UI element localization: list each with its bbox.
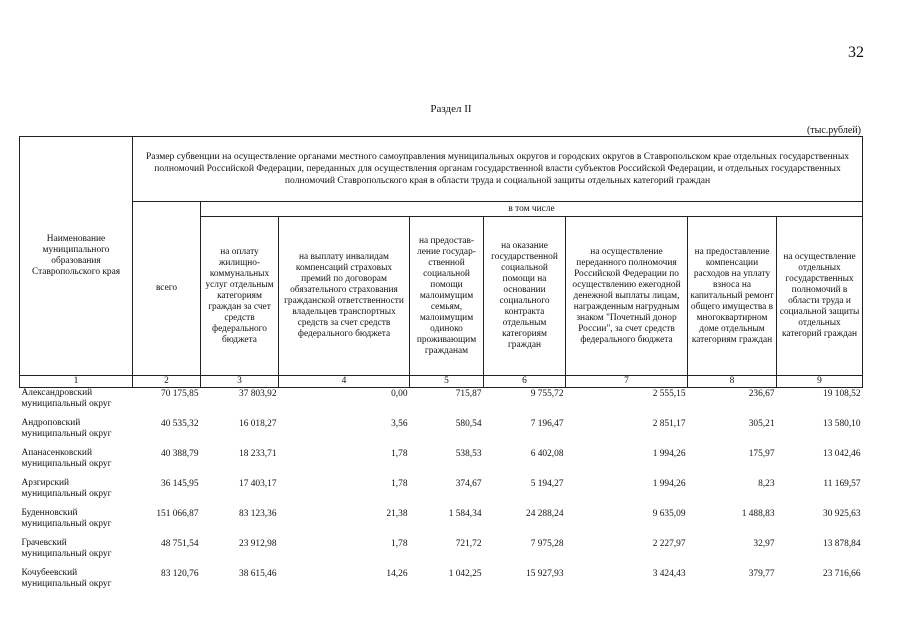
subsidy-table — [19, 136, 863, 598]
municipality-name: Буденновский муниципальный округ — [21, 508, 112, 529]
value-cell: 21,38 — [386, 509, 408, 519]
value-total: 40 535,32 — [161, 419, 199, 429]
value-cell: 30 925,63 — [823, 509, 861, 519]
value-cell: 19 108,52 — [823, 389, 861, 399]
value-cell: 9 755,72 — [530, 389, 564, 399]
value-cell: 1,78 — [391, 449, 408, 459]
table-row — [20, 418, 863, 448]
column-header-3: на оплату жилищно-коммунальных услуг отдельным категориям граждан за счет средств федерального бюджета — [201, 217, 279, 376]
value-cell: 721,72 — [455, 539, 482, 549]
value-cell: 538,53 — [455, 449, 482, 459]
value-total: 36 145,95 — [161, 479, 199, 489]
value-cell: 1 994,26 — [652, 479, 686, 489]
column-header-6: на оказание государственной социальной помощи на основании социального контракта отдельным категориям граждан — [484, 217, 566, 376]
value-cell: 13 580,10 — [823, 419, 861, 429]
column-number: 2 — [133, 376, 201, 388]
municipality-name: Андроповский муниципальный округ — [21, 418, 112, 439]
column-number: 6 — [484, 376, 566, 388]
value-cell: 83 123,36 — [239, 509, 277, 519]
value-cell: 2 227,97 — [652, 539, 686, 549]
value-cell: 0,00 — [391, 389, 408, 399]
value-cell: 305,21 — [748, 419, 775, 429]
value-total: 48 751,54 — [161, 539, 199, 549]
value-cell: 580,54 — [455, 419, 482, 429]
value-cell: 38 615,46 — [239, 569, 277, 579]
column-header-9: на осуществление отдельных государственных полномочий в области труда и социальной защиты отдельных категорий граждан — [777, 217, 863, 376]
value-cell: 1 584,34 — [448, 509, 482, 519]
value-cell: 13 878,84 — [823, 539, 861, 549]
value-cell: 8,23 — [758, 479, 775, 489]
section-title: Раздел II — [430, 103, 472, 115]
value-cell: 1 994,26 — [652, 449, 686, 459]
including-header: в том числе — [201, 202, 863, 217]
column-header-7: на осуществление переданного полномочия Российской Федерации по осуществлению ежегодной денежной выплаты лицам, награжденным нагрудным знаком "Почетный донор России", за счет средств федерального бюджета — [566, 217, 688, 376]
municipality-name: Арзгирский муниципальный округ — [21, 478, 112, 499]
value-cell: 17 403,17 — [239, 479, 277, 489]
value-cell: 14,26 — [386, 569, 408, 579]
column-number: 3 — [201, 376, 279, 388]
municipality-name: Кочубеевский муниципальный округ — [21, 568, 112, 589]
value-cell: 379,77 — [748, 569, 775, 579]
value-cell: 175,97 — [748, 449, 775, 459]
column-number: 1 — [20, 376, 133, 388]
column-number: 9 — [777, 376, 863, 388]
table-caption: Размер субвенции на осуществление органами местного самоуправления муниципальных округов и городских округов в Ставропольском крае отдельных государственных полномочий Российской Федерации, переданных для осуществления органам государственной власти субъектов Российской Федерации, и отдельных государственных полномочий Ставропольского края в области труда и социальной защиты отдельных категорий граждан — [133, 137, 863, 202]
value-cell: 18 233,71 — [239, 449, 277, 459]
value-cell: 2 851,17 — [652, 419, 686, 429]
column-header-5: на предостав-ление государ-ственной социальной помощи малоимущим семьям, малоимущим одиноко проживающим гражданам — [410, 217, 484, 376]
value-cell: 23 716,66 — [823, 569, 861, 579]
value-total: 40 388,79 — [161, 449, 199, 459]
value-cell: 3 424,43 — [652, 569, 686, 579]
table-row — [20, 448, 863, 478]
value-total: 83 120,76 — [161, 569, 199, 579]
value-cell: 7 975,28 — [530, 539, 564, 549]
value-cell: 374,67 — [455, 479, 482, 489]
value-cell: 13 042,46 — [823, 449, 861, 459]
value-cell: 236,67 — [748, 389, 775, 399]
value-cell: 32,97 — [753, 539, 775, 549]
municipality-name: Александровский муниципальный округ — [21, 388, 112, 409]
units-label: (тыс.рублей) — [806, 125, 861, 136]
value-cell: 6 402,08 — [530, 449, 564, 459]
table-row — [20, 478, 863, 508]
page-number: 32 — [848, 44, 864, 61]
column-header-8: на предоставление компенсации расходов на уплату взноса на капитальный ремонт общего имущества в многоквартирном доме отдельным категориям граждан — [688, 217, 777, 376]
value-cell: 1 042,25 — [448, 569, 482, 579]
value-cell: 15 927,93 — [526, 569, 564, 579]
value-total: 151 066,87 — [156, 509, 199, 519]
value-cell: 1 488,83 — [741, 509, 775, 519]
value-total: 70 175,85 — [161, 389, 199, 399]
column-header-4: на выплату инвалидам компенсаций страховых премий по договорам обязательного страхования гражданской ответственности владельцев транспортных средств за счет средств федерального бюджета — [279, 217, 410, 376]
column-number: 5 — [410, 376, 484, 388]
column-number: 4 — [279, 376, 410, 388]
table-row — [20, 508, 863, 538]
value-cell: 37 803,92 — [239, 389, 277, 399]
value-cell: 16 018,27 — [239, 419, 277, 429]
value-cell: 5 194,27 — [530, 479, 564, 489]
column-number: 8 — [688, 376, 777, 388]
value-cell: 1,78 — [391, 539, 408, 549]
column-number: 7 — [566, 376, 688, 388]
table-row — [20, 538, 863, 568]
value-cell: 2 555,15 — [652, 389, 686, 399]
value-cell: 1,78 — [391, 479, 408, 489]
municipality-name: Грачевский муниципальный округ — [21, 538, 112, 559]
value-cell: 715,87 — [455, 389, 482, 399]
value-cell: 24 288,24 — [526, 509, 564, 519]
value-cell: 7 196,47 — [530, 419, 564, 429]
total-column-header: всего — [133, 202, 201, 376]
table-row — [20, 388, 863, 419]
value-cell: 9 635,09 — [652, 509, 686, 519]
municipality-name: Апанасенковский муниципальный округ — [21, 448, 112, 469]
table-row — [20, 568, 863, 598]
name-column-header: Наименование муниципального образования Ставропольского края — [20, 137, 133, 376]
value-cell: 23 912,98 — [239, 539, 277, 549]
value-cell: 3,56 — [391, 419, 408, 429]
value-cell: 11 169,57 — [823, 479, 861, 489]
